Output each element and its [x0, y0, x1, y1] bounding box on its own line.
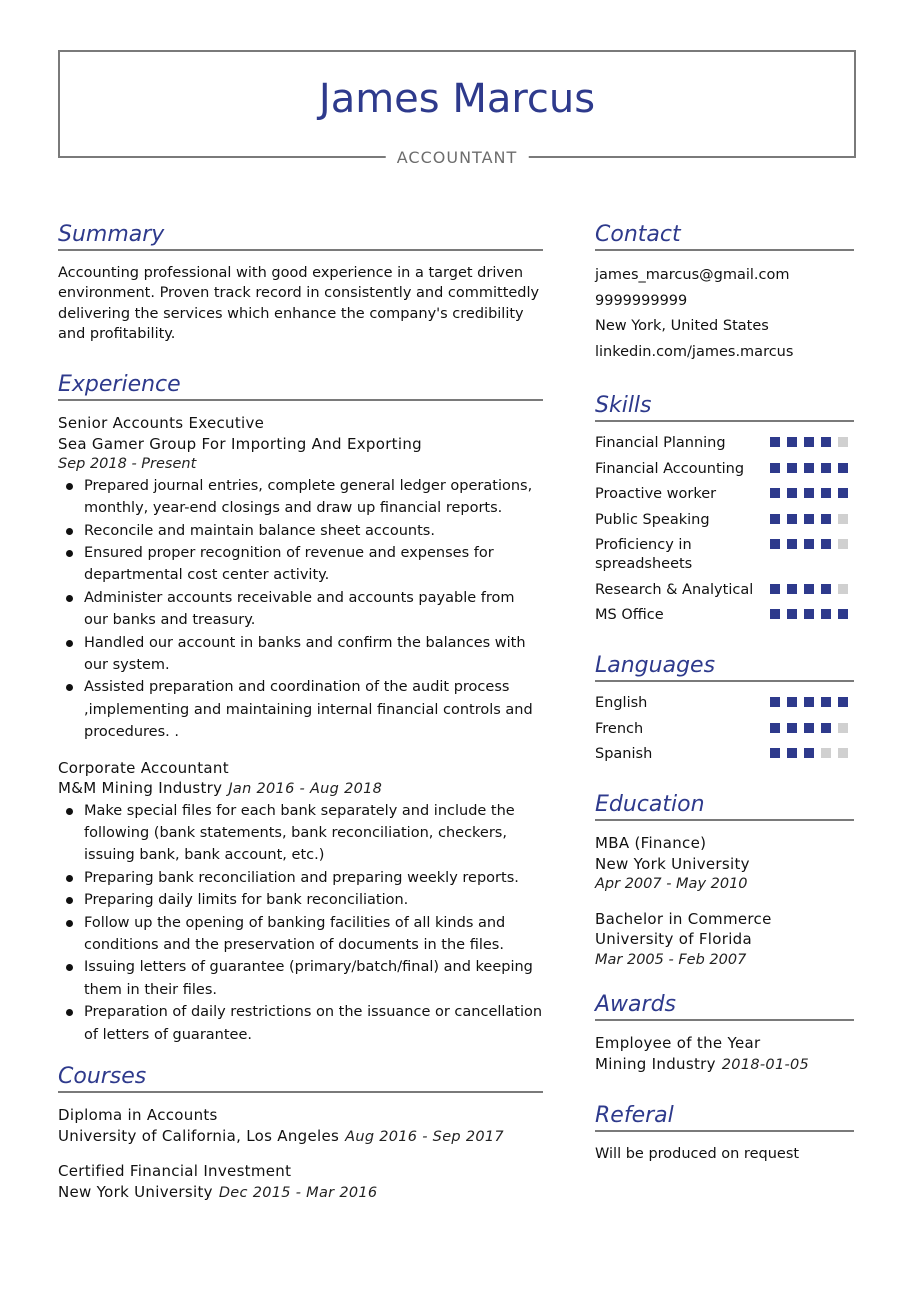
rating-dot-filled: [821, 514, 831, 524]
section-heading: Courses: [58, 1064, 543, 1093]
section-heading: Summary: [58, 222, 543, 251]
job-dates: Sep 2018 - Present: [58, 456, 197, 473]
rating-label: English: [595, 695, 648, 711]
course-entry: [58, 1161, 543, 1203]
rating-label: MS Office: [595, 607, 664, 623]
rating-dot-filled: [838, 697, 848, 707]
job-bullet: Preparing daily limits for bank reconciliation.: [58, 889, 543, 911]
rating-label: Spanish: [595, 746, 653, 762]
section-heading: Education: [595, 792, 854, 821]
education-dates: Mar 2005 - Feb 2007: [595, 951, 747, 968]
degree: Bachelor in Commerce: [595, 909, 772, 928]
rating-dot-filled: [787, 488, 797, 498]
education-section: [595, 792, 854, 970]
contact-location: New York, United States: [595, 318, 769, 334]
rating-dots: [770, 694, 854, 713]
courses-section: [58, 1064, 543, 1203]
skill-item: [595, 606, 854, 625]
job-bullets: [58, 475, 543, 744]
rating-dot-filled: [804, 514, 814, 524]
rating-dot-filled: [787, 609, 797, 619]
rating-dot-filled: [770, 539, 780, 549]
skills-list: [595, 434, 854, 625]
award-date: 2018-01-05: [721, 1056, 810, 1073]
rating-dots: [770, 720, 854, 739]
rating-label: Financial Accounting: [595, 460, 745, 477]
rating-dots: [770, 460, 854, 479]
rating-dot-filled: [821, 539, 831, 549]
section-heading: Skills: [595, 393, 854, 422]
language-item: [595, 694, 854, 713]
rating-dot-filled: [821, 437, 831, 447]
award-title: Employee of the Year: [595, 1034, 761, 1052]
rating-dots: [770, 606, 854, 625]
rating-dot-filled: [787, 584, 797, 594]
skill-item: [595, 485, 854, 504]
rating-dot-filled: [821, 488, 831, 498]
section-heading: Awards: [595, 992, 854, 1021]
job-position: Corporate Accountant: [58, 758, 229, 777]
rating-label: French: [595, 720, 644, 737]
rating-dot-filled: [770, 584, 780, 594]
rating-dot-filled: [770, 463, 780, 473]
course-school: New York University: [58, 1182, 213, 1201]
rating-label: Public Speaking: [595, 511, 710, 528]
language-item: [595, 720, 854, 739]
rating-label: Financial Planning: [595, 435, 726, 451]
summary-section: [58, 222, 543, 344]
job-entry: [58, 413, 543, 743]
job-dates: Jan 2016 - Aug 2018: [228, 781, 383, 798]
rating-dot-filled: [770, 514, 780, 524]
skills-section: [595, 393, 854, 625]
rating-dot-filled: [821, 609, 831, 619]
rating-dot-filled: [770, 723, 780, 733]
resume-header: [58, 50, 856, 167]
course-school-line: [58, 1182, 543, 1204]
job-title: ACCOUNTANT: [386, 148, 529, 167]
job-company: Sea Gamer Group For Importing And Exporting: [58, 434, 422, 453]
course-school-line: [58, 1126, 543, 1148]
job-position: Senior Accounts Executive: [58, 414, 265, 433]
rating-dot-empty: [821, 748, 831, 758]
rating-dot-filled: [821, 463, 831, 473]
contact-phone: 9999999999: [595, 292, 688, 309]
rating-dot-filled: [804, 723, 814, 733]
rating-dot-filled: [804, 488, 814, 498]
skill-item: [595, 460, 854, 479]
rating-dot-filled: [787, 723, 797, 733]
job-bullets: [58, 800, 543, 1046]
award-org: Mining Industry: [595, 1054, 716, 1073]
rating-dot-filled: [787, 697, 797, 707]
course-dates: Dec 2015 - Mar 2016: [218, 1184, 378, 1201]
rating-dot-filled: [821, 584, 831, 594]
rating-label: Proficiency in spreadsheets: [595, 537, 693, 572]
language-item: [595, 745, 854, 764]
rating-dot-filled: [787, 463, 797, 473]
rating-dot-empty: [838, 748, 848, 758]
rating-dot-filled: [770, 437, 780, 447]
left-column: [58, 222, 543, 1231]
course-name: Certified Financial Investment: [58, 1162, 292, 1181]
rating-dot-empty: [838, 539, 848, 549]
rating-dot-filled: [770, 609, 780, 619]
contact-email[interactable]: james_marcus@gmail.com: [595, 267, 790, 283]
section-heading: Experience: [58, 372, 543, 401]
skill-item: [595, 536, 854, 574]
skill-item: [595, 434, 854, 453]
summary-text: Accounting professional with good experience in a target driven environment. Proven track record in consistently and committedly delivering the services which enhance the company's credibility and profitability.: [58, 265, 540, 342]
job-bullet: Make special files for each bank separately and include the following (bank statements, bank reconciliation, checkers, issuing bank, bank account, etc.): [58, 800, 543, 867]
skill-item: [595, 581, 854, 600]
referral-text: Will be produced on request: [595, 1146, 800, 1162]
rating-dots: [770, 536, 854, 574]
rating-dot-filled: [787, 514, 797, 524]
course-school: University of California, Los Angeles: [58, 1126, 340, 1145]
course-entry: [58, 1105, 543, 1147]
candidate-name: James Marcus: [318, 76, 596, 122]
rating-dots: [770, 745, 854, 764]
languages-section: [595, 653, 854, 764]
rating-dot-filled: [804, 584, 814, 594]
rating-label: Proactive worker: [595, 486, 717, 502]
rating-dots: [770, 485, 854, 504]
rating-dot-filled: [770, 697, 780, 707]
rating-dot-filled: [838, 488, 848, 498]
rating-dot-empty: [838, 514, 848, 524]
job-company: M&M Mining Industry: [58, 779, 223, 798]
section-heading: Languages: [595, 653, 854, 682]
rating-dot-filled: [787, 437, 797, 447]
job-bullet: Ensured proper recognition of revenue and expenses for departmental cost center activity.: [58, 542, 543, 587]
course-dates: Aug 2016 - Sep 2017: [345, 1128, 504, 1145]
referral-section: [595, 1103, 854, 1164]
job-bullet: Handled our account in banks and confirm the balances with our system.: [58, 632, 543, 677]
school: New York University: [595, 854, 750, 873]
education-entry: [595, 909, 854, 971]
rating-dot-empty: [838, 437, 848, 447]
rating-dot-empty: [838, 584, 848, 594]
job-bullet: Preparing bank reconciliation and preparing weekly reports.: [58, 867, 543, 889]
rating-dot-filled: [804, 463, 814, 473]
section-heading: Contact: [595, 222, 854, 251]
job-company-line: [58, 778, 543, 800]
course-name: Diploma in Accounts: [58, 1106, 218, 1125]
rating-dot-filled: [770, 748, 780, 758]
rating-dot-filled: [838, 609, 848, 619]
rating-dots: [770, 511, 854, 530]
rating-dot-filled: [821, 723, 831, 733]
rating-dot-filled: [804, 748, 814, 758]
job-bullet: Follow up the opening of banking facilities of all kinds and conditions and the preservation of documents in the files.: [58, 912, 543, 957]
rating-dot-filled: [804, 539, 814, 549]
education-entry: [595, 833, 854, 895]
rating-label: Research & Analytical: [595, 581, 754, 598]
rating-dots: [770, 581, 854, 600]
job-entry: [58, 758, 543, 1046]
right-column: [595, 222, 854, 1192]
rating-dot-filled: [787, 748, 797, 758]
job-bullet: Assisted preparation and coordination of the audit process ,implementing and maintaining internal financial controls and procedures. .: [58, 676, 543, 743]
degree: MBA (Finance): [595, 834, 707, 852]
rating-dot-filled: [821, 697, 831, 707]
awards-section: [595, 992, 854, 1075]
section-heading: Referal: [595, 1103, 854, 1132]
languages-list: [595, 694, 854, 764]
skill-item: [595, 511, 854, 530]
experience-section: [58, 372, 543, 1046]
rating-dots: [770, 434, 854, 453]
rating-dot-filled: [838, 463, 848, 473]
school: University of Florida: [595, 930, 752, 948]
rating-dot-filled: [804, 437, 814, 447]
education-dates: Apr 2007 - May 2010: [595, 876, 748, 892]
job-bullet: Preparation of daily restrictions on the issuance or cancellation of letters of guarantee.: [58, 1001, 543, 1046]
rating-dot-filled: [804, 609, 814, 619]
job-bullet: Administer accounts receivable and accounts payable from our banks and treasury.: [58, 587, 543, 632]
job-bullet: Reconcile and maintain balance sheet accounts.: [58, 520, 543, 542]
contact-section: [595, 222, 854, 365]
job-bullet: Prepared journal entries, complete general ledger operations, monthly, year-end closings and draw up financial reports.: [58, 475, 543, 520]
rating-dot-filled: [770, 488, 780, 498]
contact-linkedin[interactable]: linkedin.com/james.marcus: [595, 343, 794, 360]
rating-dot-empty: [838, 723, 848, 733]
rating-dot-filled: [804, 697, 814, 707]
job-bullet: Issuing letters of guarantee (primary/batch/final) and keeping them in their files.: [58, 956, 543, 1001]
award-org-line: [595, 1054, 854, 1076]
rating-dot-filled: [787, 539, 797, 549]
